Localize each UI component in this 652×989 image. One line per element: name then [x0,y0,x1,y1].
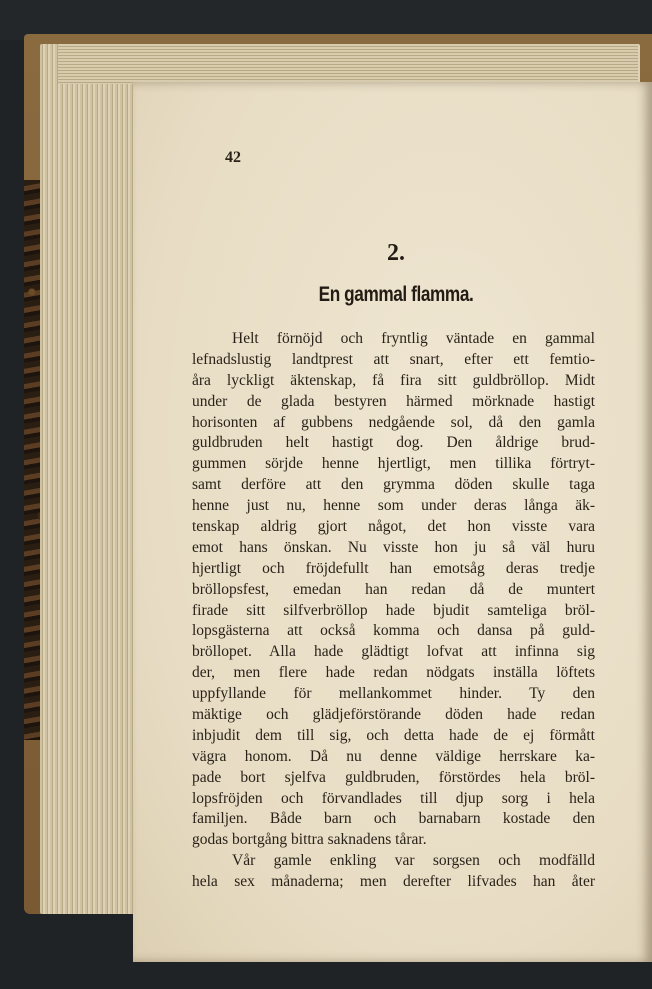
text-line: guldbruden helt hastigt dog. Den åldrige brud- [192,434,595,452]
text-line: gummen sörjde henne hjertligt, men tillika förtryt- [192,455,595,473]
text-line: godas bortgång bittra saknadens tårar. [192,831,427,849]
text-line: tenskap aldrig gjort något, det hon visste vara [192,518,595,536]
text-line: under de glada bestyren härmed mörknade hastigt [192,392,595,410]
text-line: lopsfröjden och förvandlades till djup sorg i hela [192,789,595,807]
page-edges-top [58,44,638,84]
text-line: bröllopet. Alla hade glädtigt lofvat att infinna sig [192,643,595,661]
text-line: åra lyckligt äktenskap, få fira sitt guldbröllop. Midt [192,371,595,389]
text-line: lefnadslustig landtprest att snart, efter ett femtio- [192,350,595,368]
text-line: der, men flere hade redan nödgats inställa löftets [192,664,595,682]
chapter-number: 2. [387,240,405,266]
text-line: emot hans önskan. Nu visste hon ju så väl huru [192,538,595,556]
text-line: samt derföre att den grymma döden skulle taga [192,476,595,494]
page-number: 42 [225,149,241,166]
chapter-title: En gammal flamma. [318,283,474,306]
text-line: lopsgästerna att också komma och dansa på guld- [192,622,595,640]
text-line: vägra honom. Då nu denne väldige herrskare ka- [192,747,595,765]
text-line: Helt förnöjd och fryntlig väntade en gammal [232,330,595,347]
text-line: hela sex månaderna; men derefter lifvades han åter [192,873,595,891]
body-text [192,329,595,893]
text-line: henne just nu, henne som under deras långa äk- [192,497,595,515]
text-line: pade bort sjelfva guldbruden, förstördes hela bröl- [192,768,595,786]
text-line: firade sitt silfverbröllop hade bjudit samteliga bröl- [192,601,595,619]
text-line: hjertligt och fröjdefullt han emotsåg deras tredje [192,559,595,577]
text-line: uppfyllande för mellankommet hinder. Ty den [192,685,595,703]
text-line: bröllopsfest, emedan han redan då de muntert [192,580,595,598]
text-line: inbjudit dem till sig, och detta hade de ej förmått [192,726,595,744]
text-line: familjen. Både barn och barnabarn kostade den [192,810,595,828]
text-line: Vår gamle enkling var sorgsen och modfälld [232,852,595,870]
text-line: horisonten af gubbens nedgående sol, då den gamla [192,413,595,431]
text-line: mäktige och glädjeförstörande döden hade redan [192,706,595,724]
